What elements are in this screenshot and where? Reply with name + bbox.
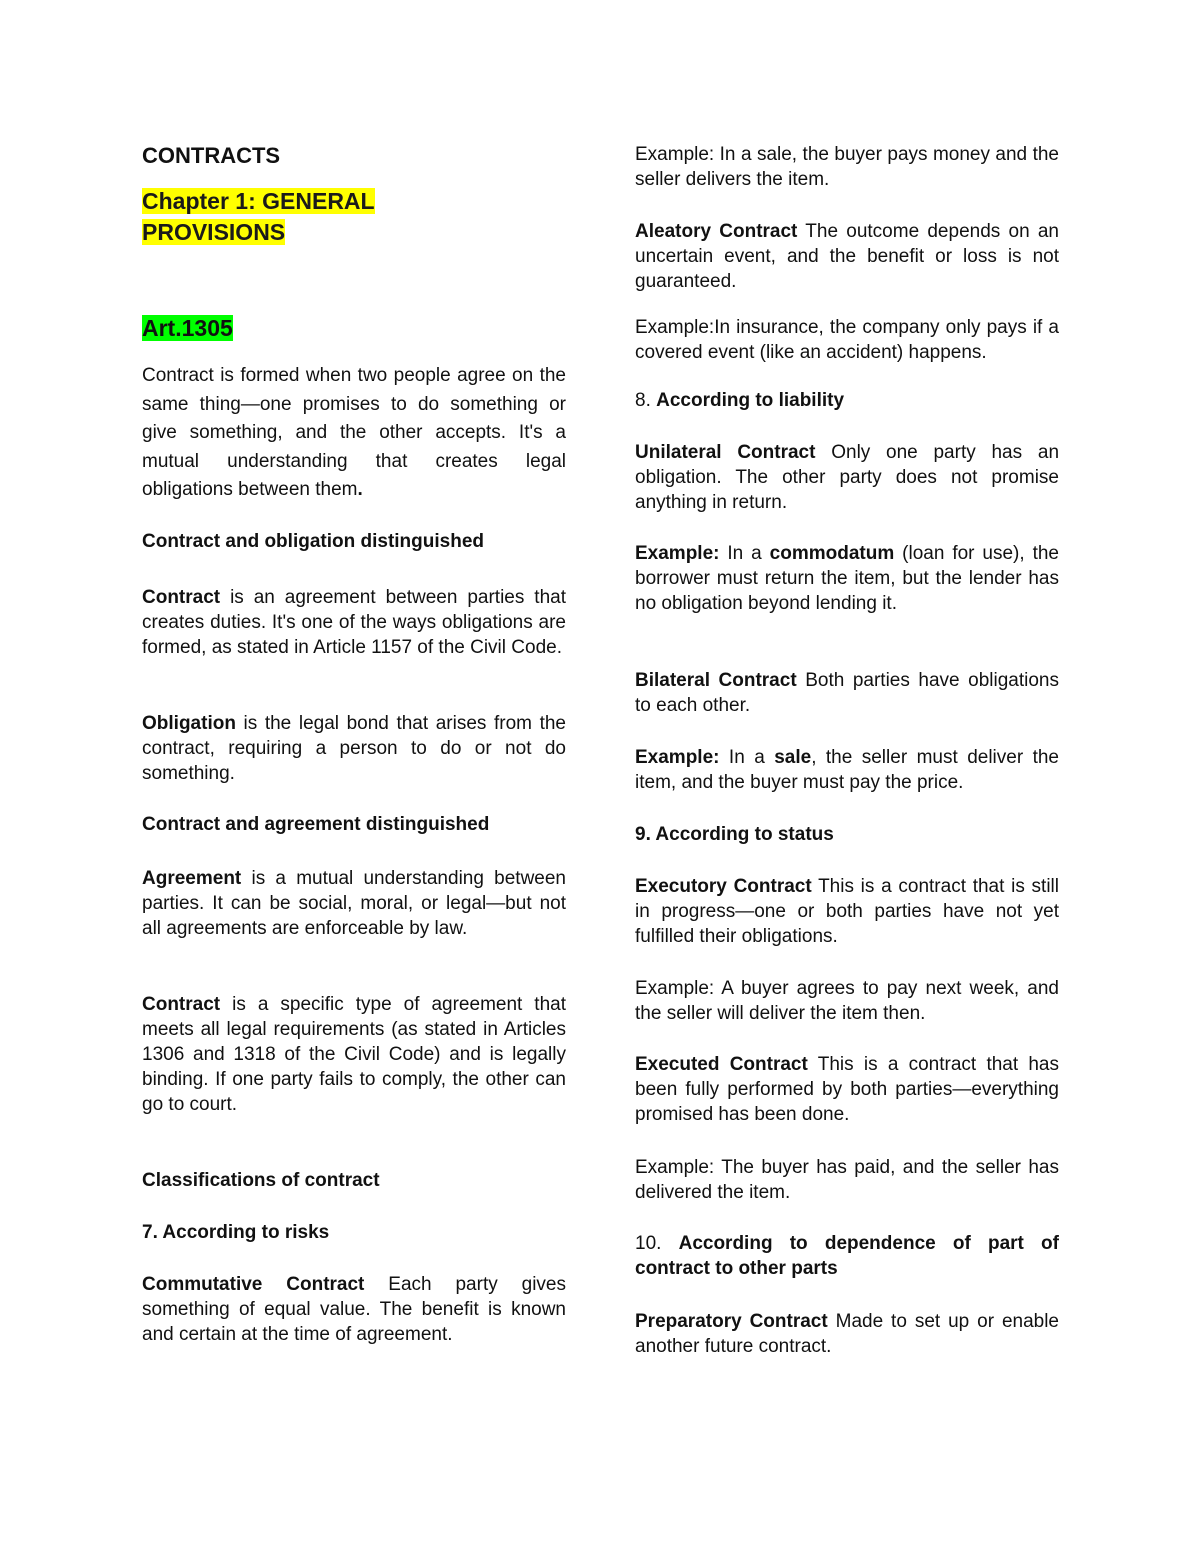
section-heading-liability: 8. According to liability bbox=[635, 390, 845, 411]
commutative-definition: Commutative Contract Each party gives something of equal value. The benefit is known and certain at the time of agreement. bbox=[142, 1274, 566, 1345]
example-executed: Example: The buyer has paid, and the seller has delivered the item. bbox=[635, 1157, 1059, 1203]
section-heading-status: 9. According to status bbox=[635, 824, 834, 845]
section-heading-classifications: Classifications of contract bbox=[142, 1170, 380, 1191]
bilateral-definition: Bilateral Contract Both parties have obligations to each other. bbox=[635, 670, 1060, 716]
aleatory-definition: Aleatory Contract The outcome depends on an uncertain event, and the benefit or loss is not guaranteed. bbox=[635, 221, 1060, 292]
document-title: CONTRACTS bbox=[142, 143, 281, 168]
section-heading-agreement: Contract and agreement distinguished bbox=[142, 814, 490, 835]
article-number: Art.1305 bbox=[142, 315, 233, 341]
executory-definition: Executory Contract This is a contract that is still in progress—one or both parties have not yet fulfilled their obligations. bbox=[635, 876, 1059, 947]
example-commodatum: Example: In a commodatum (loan for use), the borrower must return the item, but the lender has no obligation beyond lending it. bbox=[635, 543, 1059, 614]
executed-definition: Executed Contract This is a contract that has been fully performed by both parties—everything promised has been done. bbox=[635, 1054, 1059, 1125]
chapter-heading-line2: PROVISIONS bbox=[142, 219, 286, 245]
example-executory: Example: A buyer agrees to pay next week, and the seller will deliver the item then. bbox=[635, 978, 1059, 1024]
section-heading-risks: 7. According to risks bbox=[142, 1222, 330, 1243]
obligation-definition: Obligation is the legal bond that arises from the contract, requiring a person to do or not do something. bbox=[142, 713, 566, 784]
chapter-heading bbox=[142, 186, 566, 248]
contract-specific-definition: Contract is a specific type of agreement that meets all legal requirements (as stated in Articles 1306 and 1318 of the Civil Code) and is legally binding. If one party fails to comply, the other can go to court. bbox=[142, 994, 566, 1115]
section-heading-dependence: 10. According to dependence of part of contract to other parts bbox=[635, 1233, 1059, 1279]
example-insurance: Example:In insurance, the company only pays if a covered event (like an accident) happens. bbox=[635, 317, 1059, 363]
example-bilateral-sale: Example: In a sale, the seller must deliver the item, and the buyer must pay the price. bbox=[635, 747, 1060, 793]
agreement-definition: Agreement is a mutual understanding between parties. It can be social, moral, or legal—but not all agreements are enforceable by law. bbox=[142, 868, 566, 939]
example-sale: Example: In a sale, the buyer pays money and the seller delivers the item. bbox=[635, 144, 1059, 190]
article-heading bbox=[142, 313, 566, 343]
intro-paragraph: Contract is formed when two people agree on the same thing—one promises to do something or give something, and the other accepts. It's a mutual understanding that creates legal obligations between them. bbox=[142, 365, 566, 500]
chapter-heading-line1: Chapter 1: GENERAL bbox=[142, 188, 375, 214]
unilateral-definition: Unilateral Contract Only one party has an obligation. The other party does not promise anything in return. bbox=[635, 442, 1060, 513]
section-heading-obligation: Contract and obligation distinguished bbox=[142, 531, 484, 552]
preparatory-definition: Preparatory Contract Made to set up or enable another future contract. bbox=[635, 1311, 1059, 1357]
contract-definition: Contract is an agreement between parties that creates duties. It's one of the ways obligations are formed, as stated in Article 1157 of the Civil Code. bbox=[142, 587, 566, 658]
